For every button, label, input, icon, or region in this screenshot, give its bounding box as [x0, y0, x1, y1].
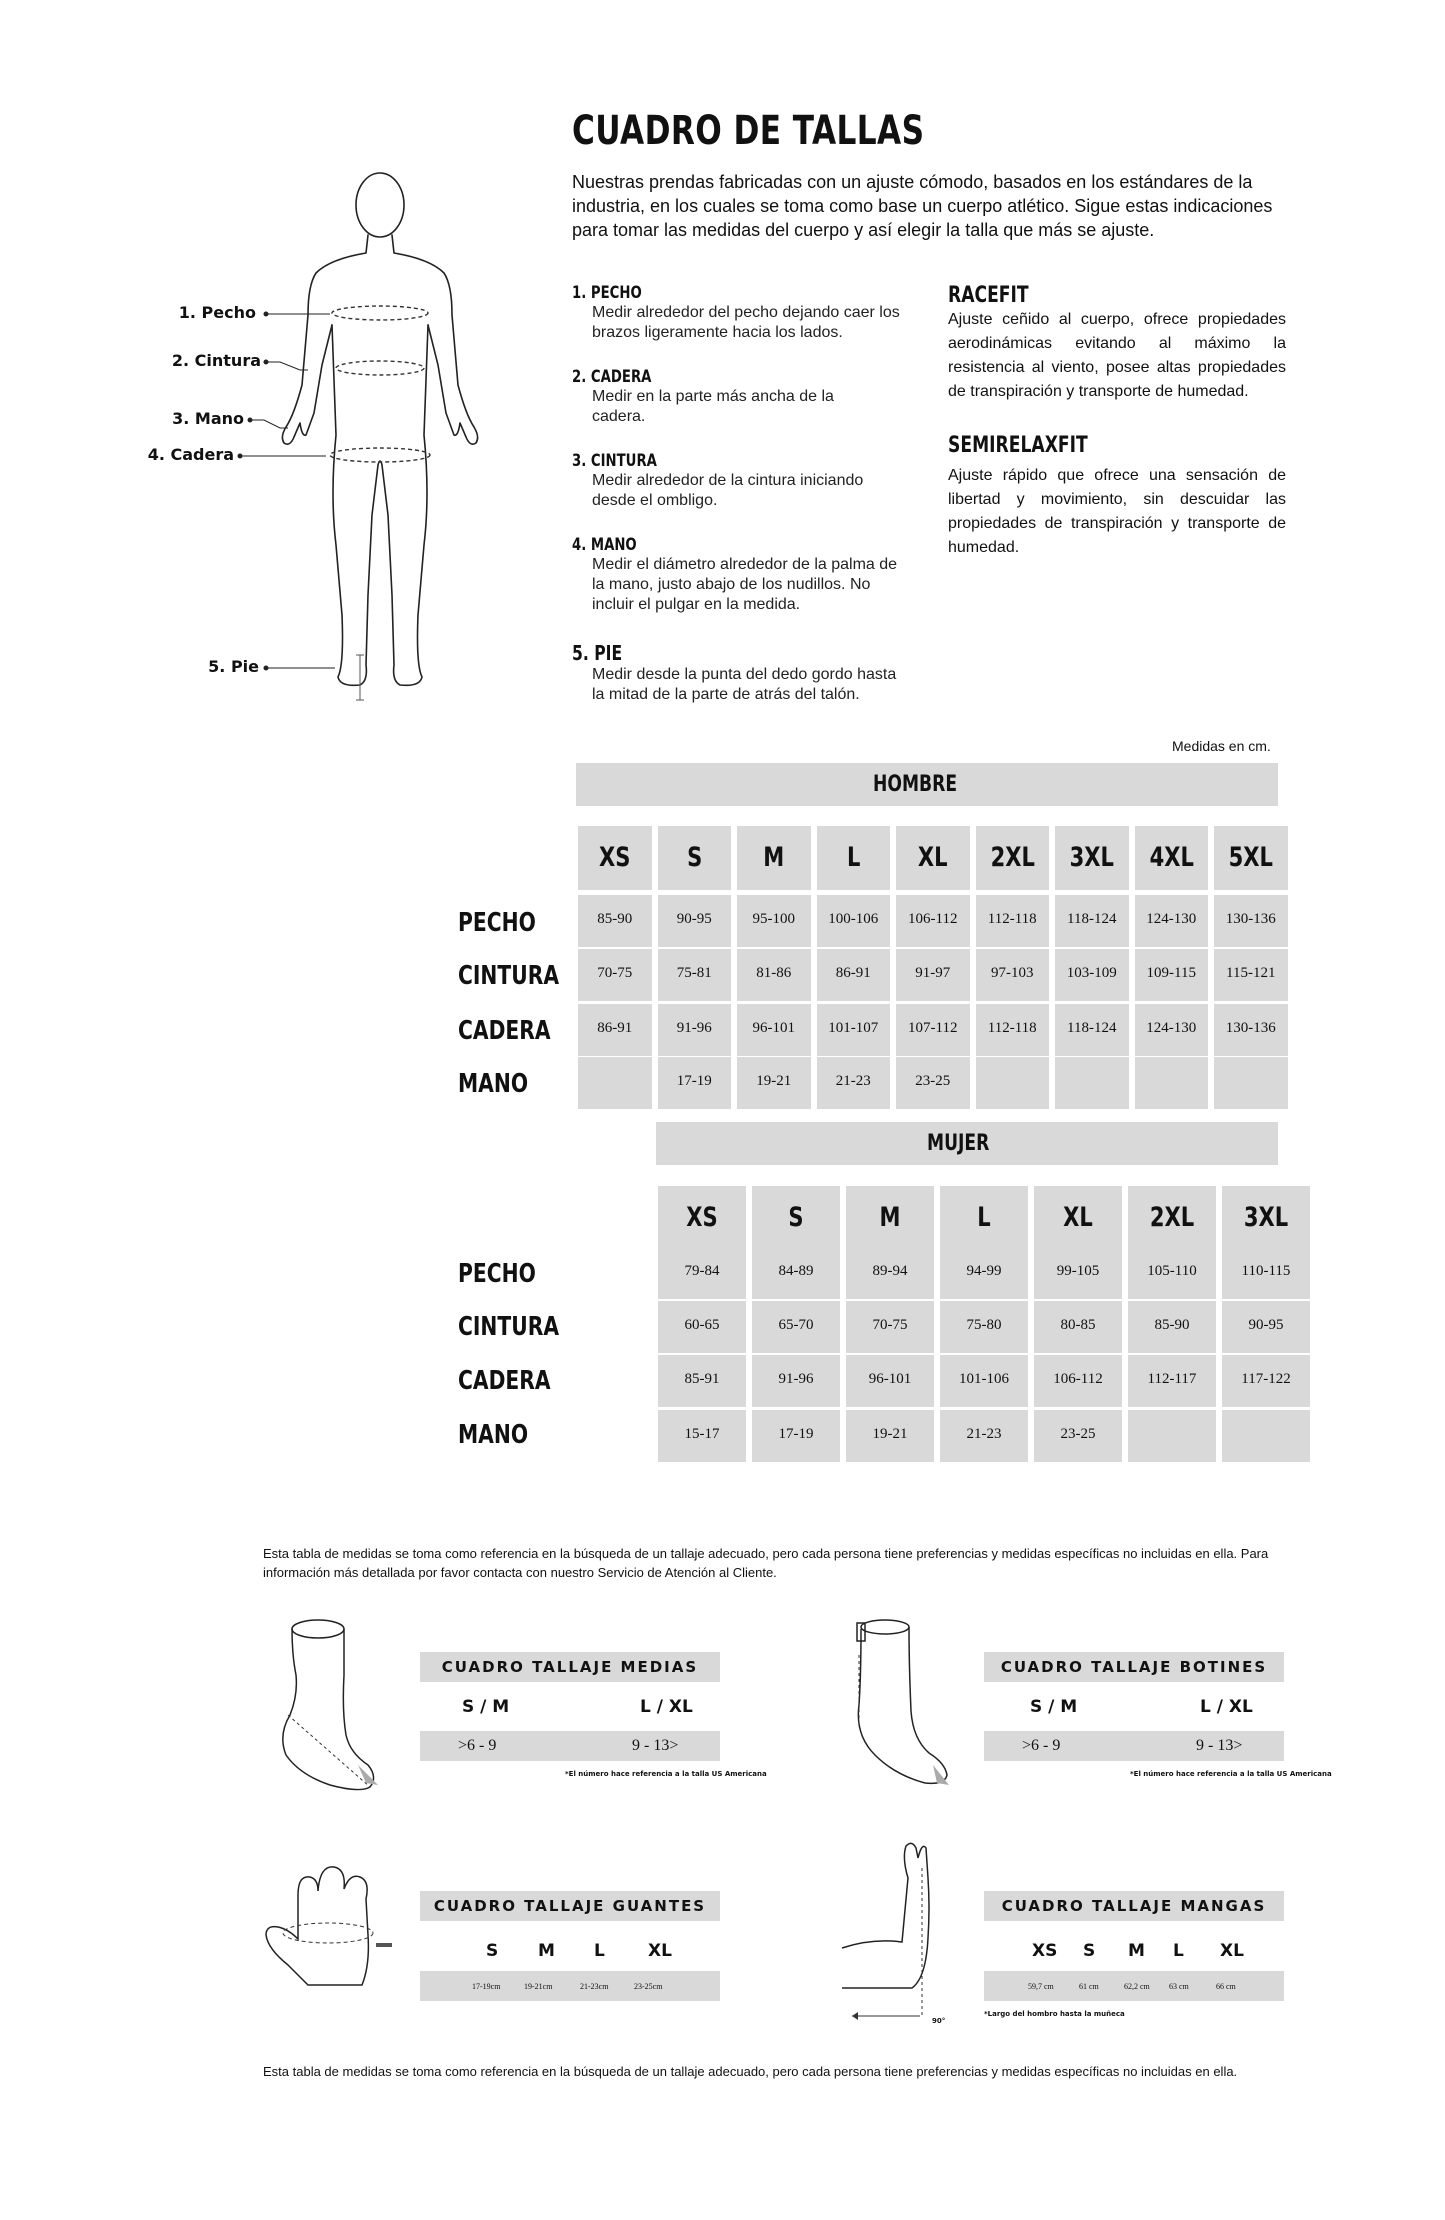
hombre-row-label-pecho: PECHO [458, 908, 536, 938]
hombre-value: 97-103 [991, 965, 1034, 981]
mujer-size-3xl: 3XL [1243, 1202, 1289, 1233]
mujer-size-xl: XL [1063, 1202, 1093, 1233]
hombre-value: 75-81 [676, 965, 712, 981]
hombre-row-label-cadera: CADERA [458, 1016, 551, 1046]
medias-size-lxl: L / XL [640, 1697, 693, 1717]
mujer-row-label-cadera: CADERA [458, 1366, 551, 1396]
mujer-value: 94-99 [966, 1263, 1002, 1279]
mujer-value: 23-25 [1060, 1426, 1096, 1442]
medias-value-sm: >6 - 9 [458, 1737, 497, 1754]
mujer-row-label-cintura: CINTURA [458, 1312, 560, 1342]
mujer-value: 79-84 [684, 1263, 720, 1279]
medias-note: *El número hace referencia a la talla US Americana [565, 1770, 767, 1778]
hombre-size-xs: XS [599, 842, 631, 873]
hombre-value: 103-109 [1066, 965, 1117, 981]
measure-title: 3. CINTURA [572, 451, 657, 471]
measure-title: 2. CADERA [572, 367, 652, 387]
hombre-value: 100-106 [828, 911, 879, 927]
hombre-value: 19-21 [756, 1073, 792, 1089]
mujer-size-xs: XS [686, 1202, 718, 1233]
bootie-icon [845, 1615, 955, 1795]
measure-section-pecho [572, 283, 912, 343]
hombre-value: 106-112 [908, 911, 958, 927]
body-label-cadera: 4. Cadera [147, 445, 234, 464]
guantes-values-row [420, 1971, 720, 2001]
mujer-value: 105-110 [1147, 1263, 1197, 1279]
measure-title: 1. PECHO [572, 283, 642, 303]
medias-size-sm: S / M [462, 1697, 510, 1717]
hombre-value: 86-91 [597, 1020, 633, 1036]
mangas-size-xl: XL [1220, 1941, 1244, 1961]
hombre-value: 23-25 [915, 1073, 951, 1089]
hombre-value: 130-136 [1225, 1020, 1276, 1036]
guantes-table-header: CUADRO TALLAJE GUANTES [420, 1891, 720, 1921]
hombre-value: 112-118 [987, 911, 1037, 927]
mujer-size-m: M [879, 1202, 901, 1233]
mujer-size-s: S [788, 1202, 804, 1233]
mangas-size-xs: XS [1032, 1941, 1058, 1961]
hombre-table-header [576, 763, 1278, 806]
hombre-value: 91-97 [915, 965, 951, 981]
fit-semirelaxfit [948, 433, 1286, 560]
hombre-row-label-cintura: CINTURA [458, 961, 560, 991]
mujer-value: 101-106 [959, 1371, 1009, 1387]
measure-desc: Medir en la parte más ancha de la cadera. [592, 388, 834, 425]
mangas-table-header: CUADRO TALLAJE MANGAS [984, 1891, 1284, 1921]
fit-title: SEMIRELAXFIT [948, 433, 1088, 458]
hombre-value: 112-118 [987, 1020, 1037, 1036]
arm-angle-label: 90° [932, 2017, 946, 2025]
fit-desc: Ajuste rápido que ofrece una sensación de libertad y movimiento, sin descuidar las propiedades de transpiración y transporte de humedad. [948, 467, 1286, 556]
body-label-mano: 3. Mano [172, 409, 244, 428]
mujer-value-cell [1128, 1410, 1216, 1462]
hombre-title: HOMBRE [873, 772, 958, 797]
hombre-size-2xl: 2XL [990, 842, 1035, 873]
botines-size-lxl: L / XL [1200, 1697, 1253, 1717]
mujer-value: 110-115 [1241, 1263, 1291, 1279]
guantes-value: 17-19cm [472, 1982, 501, 1991]
hombre-size-3xl: 3XL [1069, 842, 1114, 873]
mujer-value: 106-112 [1053, 1371, 1103, 1387]
hombre-size-5xl: 5XL [1228, 842, 1273, 873]
hombre-row-label-mano: MANO [458, 1069, 529, 1099]
mujer-size-2xl: 2XL [1149, 1202, 1195, 1233]
hombre-value-cell [1135, 1057, 1209, 1109]
body-label-pie: 5. Pie [208, 657, 259, 676]
hombre-value: 130-136 [1225, 911, 1276, 927]
disclaimer-2: Esta tabla de medidas se toma como referencia en la búsqueda de un tallaje adecuado, pero cada persona tiene preferencias y medidas específicas no incluidas en ella. [263, 2064, 1238, 2079]
hombre-value: 101-107 [828, 1020, 879, 1036]
mangas-value: 59,7 cm [1028, 1982, 1054, 1991]
measure-desc: Medir alrededor de la cintura iniciando desde el ombligo. [592, 472, 864, 509]
hombre-value: 96-101 [752, 1020, 795, 1036]
mujer-value: 96-101 [868, 1371, 912, 1387]
hombre-value: 85-90 [597, 911, 633, 927]
mujer-value: 15-17 [684, 1426, 720, 1442]
medias-table-header: CUADRO TALLAJE MEDIAS [420, 1652, 720, 1682]
mujer-value: 84-89 [778, 1263, 814, 1279]
measure-title: 5. PIE [572, 641, 623, 665]
units-note: Medidas en cm. [1172, 738, 1271, 754]
mangas-value: 63 cm [1169, 1982, 1189, 1991]
fit-desc: Ajuste ceñido al cuerpo, ofrece propiedades aerodinámicas evitando al máximo la resistencia al viento, posee altas propiedades de transpiración y transporte de humedad. [948, 311, 1286, 400]
guantes-size-s: S [486, 1941, 499, 1961]
mangas-size-m: M [1128, 1941, 1145, 1961]
mujer-value: 99-105 [1056, 1263, 1100, 1279]
mujer-value-cell [1222, 1410, 1310, 1462]
measure-section-mano [572, 535, 912, 615]
hombre-size-xl: XL [917, 842, 948, 873]
hombre-value: 124-130 [1146, 911, 1197, 927]
arm-icon [832, 1838, 972, 2038]
hombre-value-cell [1214, 1057, 1288, 1109]
measure-desc: Medir desde la punta del dedo gordo hasta la mitad de la parte de atrás del talón. [592, 666, 897, 703]
mujer-title: MUJER [927, 1131, 990, 1156]
mangas-value: 66 cm [1216, 1982, 1236, 1991]
mujer-value: 75-80 [966, 1317, 1002, 1333]
hombre-value: 81-86 [756, 965, 792, 981]
hombre-value: 86-91 [835, 965, 871, 981]
hombre-value: 95-100 [752, 911, 795, 927]
mujer-size-l: L [977, 1202, 991, 1233]
hombre-value: 91-96 [676, 1020, 712, 1036]
disclaimer-1: Esta tabla de medidas se toma como referencia en la búsqueda de un tallaje adecuado, pero cada persona tiene preferencias y medidas específicas no incluidas en ella. Para información más detallada por favor contacta con nuestro Servicio de Atención al Cliente. [263, 1546, 1269, 1580]
mujer-value: 91-96 [778, 1371, 814, 1387]
hombre-value: 70-75 [597, 965, 633, 981]
botines-value-sm: >6 - 9 [1022, 1737, 1061, 1754]
measure-section-cintura [572, 451, 912, 511]
measure-section-cadera [572, 367, 912, 427]
mujer-row-label-mano: MANO [458, 1420, 529, 1450]
mujer-value: 112-117 [1147, 1371, 1197, 1387]
mujer-value: 65-70 [778, 1317, 814, 1333]
hombre-value: 17-19 [676, 1073, 712, 1089]
body-label-cintura: 2. Cintura [171, 351, 261, 370]
measure-desc: Medir alrededor del pecho dejando caer los brazos ligeramente hacia los lados. [592, 304, 900, 341]
body-label-pecho: 1. Pecho [178, 303, 256, 322]
botines-note: *El número hace referencia a la talla US Americana [1130, 1770, 1332, 1778]
hombre-value: 109-115 [1146, 965, 1196, 981]
mujer-table-header [656, 1122, 1278, 1165]
mujer-value: 17-19 [778, 1426, 814, 1442]
hombre-size-l: L [846, 842, 860, 873]
mangas-value: 62,2 cm [1124, 1982, 1150, 1991]
hombre-size-4xl: 4XL [1149, 842, 1194, 873]
mujer-value: 21-23 [966, 1426, 1002, 1442]
hombre-value: 115-121 [1226, 965, 1276, 981]
mangas-size-l: L [1173, 1941, 1184, 1961]
mangas-note: *Largo del hombro hasta la muñeca [984, 2010, 1125, 2018]
medias-value-lxl: 9 - 13> [632, 1737, 679, 1754]
guantes-value: 23-25cm [634, 1982, 663, 1991]
mujer-value: 85-91 [684, 1371, 720, 1387]
mujer-value: 19-21 [872, 1426, 908, 1442]
mangas-size-s: S [1083, 1941, 1096, 1961]
fit-title: RACEFIT [948, 283, 1029, 308]
botines-table-header: CUADRO TALLAJE BOTINES [984, 1652, 1284, 1682]
intro-text: Nuestras prendas fabricadas con un ajuste cómodo, basados en los estándares de la industria, en los cuales se toma como base un cuerpo atlético. Sigue estas indicaciones para tomar las medidas del cuerpo y así elegir la talla que más se ajuste. [572, 172, 1273, 240]
guantes-value: 21-23cm [580, 1982, 609, 1991]
mujer-value: 70-75 [872, 1317, 908, 1333]
measure-section-pie [572, 641, 912, 705]
measure-title: 4. MANO [572, 535, 637, 555]
mujer-value: 85-90 [1154, 1317, 1190, 1333]
hombre-value: 118-124 [1067, 1020, 1117, 1036]
mujer-value: 89-94 [872, 1263, 908, 1279]
measure-desc: Medir el diámetro alrededor de la palma de la mano, justo abajo de los nudillos. No incluir el pulgar en la medida. [592, 556, 898, 613]
hombre-value-cell [976, 1057, 1050, 1109]
hombre-size-m: M [763, 842, 785, 873]
mujer-value: 80-85 [1060, 1317, 1096, 1333]
botines-size-sm: S / M [1030, 1697, 1078, 1717]
hombre-value: 118-124 [1067, 911, 1117, 927]
glove-icon [258, 1855, 408, 2005]
guantes-size-m: M [538, 1941, 555, 1961]
botines-value-lxl: 9 - 13> [1196, 1737, 1243, 1754]
mujer-value: 117-122 [1241, 1371, 1291, 1387]
sock-icon [270, 1615, 390, 1795]
hombre-value: 90-95 [676, 911, 712, 927]
mujer-value: 90-95 [1248, 1317, 1284, 1333]
guantes-size-l: L [594, 1941, 605, 1961]
page-title: CUADRO DE TALLAS [572, 108, 925, 154]
guantes-size-xl: XL [648, 1941, 672, 1961]
hombre-value: 124-130 [1146, 1020, 1197, 1036]
mangas-value: 61 cm [1079, 1982, 1099, 1991]
hombre-size-s: S [686, 842, 702, 873]
hombre-value-cell [578, 1057, 652, 1109]
mujer-row-label-pecho: PECHO [458, 1259, 536, 1289]
hombre-value: 107-112 [908, 1020, 958, 1036]
fit-racefit [948, 283, 1286, 404]
hombre-value-cell [1055, 1057, 1129, 1109]
guantes-value: 19-21cm [524, 1982, 553, 1991]
hombre-value: 21-23 [835, 1073, 871, 1089]
mujer-value: 60-65 [684, 1317, 720, 1333]
